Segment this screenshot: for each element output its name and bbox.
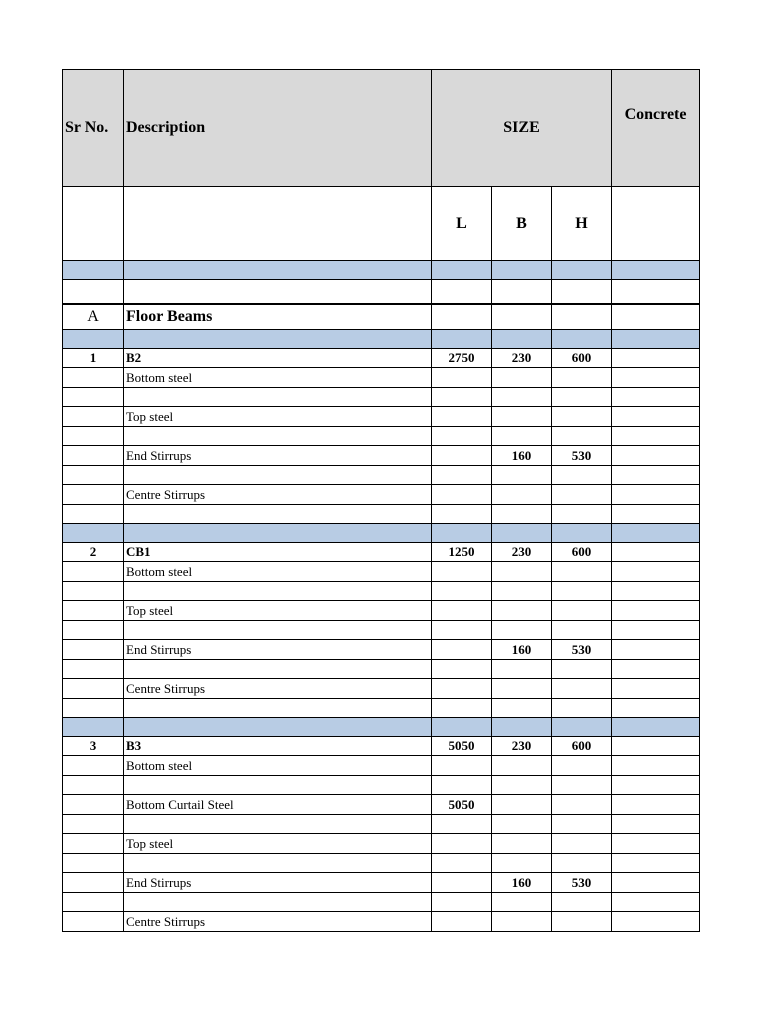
detail-height[interactable]: [552, 601, 612, 621]
spacer-row: [63, 699, 700, 718]
header-row: [63, 70, 700, 187]
band-cell[interactable]: [552, 261, 612, 280]
detail-length[interactable]: [432, 834, 492, 854]
subheader-empty-concrete[interactable]: [612, 187, 700, 261]
band-cell[interactable]: [124, 261, 432, 280]
detail-sr-no[interactable]: [63, 368, 124, 388]
detail-description[interactable]: Bottom steel: [124, 562, 432, 582]
detail-row: [63, 640, 700, 660]
spacer-row-cell[interactable]: [492, 699, 552, 718]
detail-sr-no[interactable]: [63, 873, 124, 893]
detail-concrete[interactable]: [612, 834, 700, 854]
spacer-row-cell[interactable]: [63, 699, 124, 718]
spacer-row-cell[interactable]: [492, 505, 552, 524]
detail-sr-no[interactable]: [63, 601, 124, 621]
section-cell[interactable]: [612, 304, 700, 330]
header-description[interactable]: Description: [124, 70, 432, 187]
spacer-row: [63, 815, 700, 834]
spacer-row-cell[interactable]: [612, 582, 700, 601]
blank-cell[interactable]: [612, 280, 700, 304]
detail-breadth[interactable]: [492, 795, 552, 815]
detail-concrete[interactable]: [612, 368, 700, 388]
detail-sr-no[interactable]: [63, 407, 124, 427]
item-row: [63, 737, 700, 756]
spacer-row-cell[interactable]: [124, 621, 432, 640]
spacer-row-cell[interactable]: [552, 815, 612, 834]
spacer-row-cell[interactable]: [432, 621, 492, 640]
spacer-row-cell[interactable]: [552, 699, 612, 718]
subheader-empty-desc[interactable]: [124, 187, 432, 261]
detail-concrete[interactable]: [612, 756, 700, 776]
detail-concrete[interactable]: [612, 446, 700, 466]
item-breadth[interactable]: 230: [492, 737, 552, 756]
spacer-row-cell[interactable]: [432, 815, 492, 834]
spacer-row-cell[interactable]: [63, 815, 124, 834]
spacer-row-cell[interactable]: [492, 815, 552, 834]
spacer-row-cell[interactable]: [432, 893, 492, 912]
section-cell[interactable]: [552, 304, 612, 330]
spacer-row-cell[interactable]: [432, 505, 492, 524]
spacer-row-cell[interactable]: [124, 815, 432, 834]
spacer-row-cell[interactable]: [552, 388, 612, 407]
band-row-cell[interactable]: [63, 330, 124, 349]
spacer-row-cell[interactable]: [612, 621, 700, 640]
detail-length[interactable]: [432, 407, 492, 427]
spacer-row-cell[interactable]: [63, 505, 124, 524]
band-row: [63, 261, 700, 280]
band-row-cell[interactable]: [124, 330, 432, 349]
detail-description[interactable]: Top steel: [124, 407, 432, 427]
spacer-row-cell[interactable]: [552, 621, 612, 640]
detail-description[interactable]: Bottom steel: [124, 756, 432, 776]
spacer-row: [63, 466, 700, 485]
item-sr-no[interactable]: 1: [63, 349, 124, 368]
header-b[interactable]: B: [492, 187, 552, 261]
item-row: [63, 543, 700, 562]
item-concrete[interactable]: [612, 349, 700, 368]
detail-sr-no[interactable]: [63, 912, 124, 932]
detail-row: [63, 601, 700, 621]
spacer-row-cell[interactable]: [63, 776, 124, 795]
detail-length[interactable]: [432, 601, 492, 621]
spacer-row-cell[interactable]: [124, 427, 432, 446]
spacer-row-cell[interactable]: [612, 893, 700, 912]
spacer-row-cell[interactable]: [432, 466, 492, 485]
item-sr-no[interactable]: 3: [63, 737, 124, 756]
spacer-row-cell[interactable]: [492, 893, 552, 912]
band-row-cell[interactable]: [432, 330, 492, 349]
item-sr-no[interactable]: 2: [63, 543, 124, 562]
detail-breadth[interactable]: 160: [492, 446, 552, 466]
spacer-row-cell[interactable]: [552, 776, 612, 795]
detail-row: [63, 834, 700, 854]
subheader-row: [63, 187, 700, 261]
detail-breadth[interactable]: [492, 679, 552, 699]
detail-breadth[interactable]: [492, 601, 552, 621]
spacer-row-cell[interactable]: [63, 388, 124, 407]
section-title[interactable]: Floor Beams: [124, 304, 432, 330]
spacer-row-cell[interactable]: [612, 699, 700, 718]
section-cell[interactable]: [492, 304, 552, 330]
spacer-row-cell[interactable]: [63, 660, 124, 679]
detail-row: [63, 407, 700, 427]
spacer-row-cell[interactable]: [492, 466, 552, 485]
spacer-row-cell[interactable]: [124, 505, 432, 524]
detail-description[interactable]: Centre Stirrups: [124, 485, 432, 505]
item-name[interactable]: CB1: [124, 543, 432, 562]
spacer-row-cell[interactable]: [124, 466, 432, 485]
band-row-cell[interactable]: [432, 524, 492, 543]
blank-cell[interactable]: [432, 280, 492, 304]
spacer-row-cell[interactable]: [432, 699, 492, 718]
spacer-row-cell[interactable]: [124, 388, 432, 407]
detail-row: [63, 756, 700, 776]
section-cell[interactable]: [432, 304, 492, 330]
detail-height[interactable]: [552, 834, 612, 854]
detail-description[interactable]: End Stirrups: [124, 640, 432, 660]
spacer-row: [63, 893, 700, 912]
detail-breadth[interactable]: [492, 834, 552, 854]
detail-breadth[interactable]: [492, 912, 552, 932]
spacer-row: [63, 505, 700, 524]
item-length[interactable]: 1250: [432, 543, 492, 562]
detail-height[interactable]: 530: [552, 873, 612, 893]
detail-height[interactable]: [552, 562, 612, 582]
spacer-row-cell[interactable]: [63, 854, 124, 873]
blank-cell[interactable]: [124, 280, 432, 304]
band-row-cell[interactable]: [612, 524, 700, 543]
detail-breadth[interactable]: [492, 407, 552, 427]
spacer-row-cell[interactable]: [492, 854, 552, 873]
spacer-row-cell[interactable]: [432, 660, 492, 679]
detail-height[interactable]: [552, 756, 612, 776]
detail-row: [63, 679, 700, 699]
spacer-row-cell[interactable]: [612, 660, 700, 679]
detail-sr-no[interactable]: [63, 446, 124, 466]
detail-row: [63, 368, 700, 388]
detail-description[interactable]: Centre Stirrups: [124, 912, 432, 932]
detail-description[interactable]: End Stirrups: [124, 446, 432, 466]
spacer-row-cell[interactable]: [63, 893, 124, 912]
detail-breadth[interactable]: 160: [492, 873, 552, 893]
spacer-row-cell[interactable]: [432, 582, 492, 601]
detail-concrete[interactable]: [612, 795, 700, 815]
item-name[interactable]: B3: [124, 737, 432, 756]
spacer-row-cell[interactable]: [552, 505, 612, 524]
spacer-row-cell[interactable]: [124, 893, 432, 912]
band-row-cell[interactable]: [63, 718, 124, 737]
detail-row: [63, 446, 700, 466]
item-name[interactable]: B2: [124, 349, 432, 368]
band-cell[interactable]: [492, 261, 552, 280]
band-row: [63, 718, 700, 737]
item-height[interactable]: 600: [552, 543, 612, 562]
spacer-row-cell[interactable]: [124, 854, 432, 873]
spacer-row: [63, 427, 700, 446]
table-body: [63, 70, 700, 932]
detail-concrete[interactable]: [612, 601, 700, 621]
detail-height[interactable]: [552, 679, 612, 699]
spacer-row-cell[interactable]: [63, 427, 124, 446]
band-row-cell[interactable]: [612, 718, 700, 737]
detail-length[interactable]: [432, 756, 492, 776]
item-height[interactable]: 600: [552, 737, 612, 756]
header-h[interactable]: H: [552, 187, 612, 261]
item-concrete[interactable]: [612, 737, 700, 756]
spacer-row-cell[interactable]: [63, 582, 124, 601]
detail-length[interactable]: [432, 446, 492, 466]
detail-sr-no[interactable]: [63, 640, 124, 660]
detail-concrete[interactable]: [612, 562, 700, 582]
header-l[interactable]: L: [432, 187, 492, 261]
spacer-row-cell[interactable]: [612, 854, 700, 873]
detail-concrete[interactable]: [612, 679, 700, 699]
header-size[interactable]: SIZE: [432, 70, 612, 187]
detail-description[interactable]: Centre Stirrups: [124, 679, 432, 699]
detail-sr-no[interactable]: [63, 795, 124, 815]
detail-concrete[interactable]: [612, 407, 700, 427]
spacer-row-cell[interactable]: [124, 582, 432, 601]
spacer-row-cell[interactable]: [63, 621, 124, 640]
detail-length[interactable]: [432, 873, 492, 893]
detail-height[interactable]: [552, 368, 612, 388]
spacer-row-cell[interactable]: [552, 893, 612, 912]
band-row-cell[interactable]: [612, 330, 700, 349]
detail-height[interactable]: [552, 912, 612, 932]
detail-height[interactable]: [552, 795, 612, 815]
detail-concrete[interactable]: [612, 640, 700, 660]
band-row-cell[interactable]: [432, 718, 492, 737]
blank-cell[interactable]: [63, 280, 124, 304]
detail-breadth[interactable]: [492, 368, 552, 388]
spacer-row-cell[interactable]: [552, 427, 612, 446]
spacer-row-cell[interactable]: [432, 427, 492, 446]
spacer-row-cell[interactable]: [612, 466, 700, 485]
spacer-row: [63, 660, 700, 679]
detail-height[interactable]: [552, 407, 612, 427]
spacer-row-cell[interactable]: [492, 582, 552, 601]
spacer-row-cell[interactable]: [492, 660, 552, 679]
detail-length[interactable]: [432, 562, 492, 582]
band-row: [63, 330, 700, 349]
detail-breadth[interactable]: [492, 485, 552, 505]
detail-concrete[interactable]: [612, 912, 700, 932]
blank-cell[interactable]: [492, 280, 552, 304]
spacer-row-cell[interactable]: [492, 427, 552, 446]
detail-sr-no[interactable]: [63, 834, 124, 854]
item-breadth[interactable]: 230: [492, 349, 552, 368]
band-row-cell[interactable]: [492, 330, 552, 349]
spacer-row-cell[interactable]: [492, 776, 552, 795]
band-row-cell[interactable]: [63, 524, 124, 543]
detail-row: [63, 485, 700, 505]
spacer-row-cell[interactable]: [612, 388, 700, 407]
detail-description[interactable]: Bottom Curtail Steel: [124, 795, 432, 815]
detail-breadth[interactable]: [492, 562, 552, 582]
detail-sr-no[interactable]: [63, 679, 124, 699]
detail-concrete[interactable]: [612, 873, 700, 893]
detail-row: [63, 795, 700, 815]
detail-breadth[interactable]: [492, 756, 552, 776]
detail-row: [63, 873, 700, 893]
item-height[interactable]: 600: [552, 349, 612, 368]
blank-row: [63, 280, 700, 304]
detail-length[interactable]: 5050: [432, 795, 492, 815]
header-concrete[interactable]: Concrete: [612, 70, 700, 187]
spacer-row: [63, 388, 700, 407]
spacer-row-cell[interactable]: [124, 699, 432, 718]
header-sr-no[interactable]: Sr No.: [63, 70, 124, 187]
detail-length[interactable]: [432, 640, 492, 660]
detail-row: [63, 562, 700, 582]
detail-length[interactable]: [432, 368, 492, 388]
spacer-row-cell[interactable]: [552, 854, 612, 873]
band-row-cell[interactable]: [124, 718, 432, 737]
band-cell[interactable]: [432, 261, 492, 280]
detail-height[interactable]: 530: [552, 446, 612, 466]
band-row-cell[interactable]: [552, 718, 612, 737]
band-cell[interactable]: [612, 261, 700, 280]
boq-table: [62, 69, 700, 932]
item-length[interactable]: 2750: [432, 349, 492, 368]
blank-cell[interactable]: [552, 280, 612, 304]
detail-row: [63, 912, 700, 932]
detail-sr-no[interactable]: [63, 562, 124, 582]
band-row-cell[interactable]: [492, 718, 552, 737]
item-length[interactable]: 5050: [432, 737, 492, 756]
spacer-row-cell[interactable]: [612, 776, 700, 795]
spacer-row-cell[interactable]: [124, 776, 432, 795]
detail-sr-no[interactable]: [63, 485, 124, 505]
detail-length[interactable]: [432, 912, 492, 932]
spacer-row-cell[interactable]: [432, 776, 492, 795]
detail-height[interactable]: 530: [552, 640, 612, 660]
detail-sr-no[interactable]: [63, 756, 124, 776]
item-row: [63, 349, 700, 368]
band-row-cell[interactable]: [124, 524, 432, 543]
section-row: [63, 304, 700, 330]
spacer-row-cell[interactable]: [63, 466, 124, 485]
spacer-row-cell[interactable]: [552, 466, 612, 485]
spacer-row-cell[interactable]: [552, 582, 612, 601]
item-concrete[interactable]: [612, 543, 700, 562]
spacer-row-cell[interactable]: [432, 854, 492, 873]
band-row: [63, 524, 700, 543]
detail-height[interactable]: [552, 485, 612, 505]
detail-description[interactable]: Bottom steel: [124, 368, 432, 388]
spacer-row-cell[interactable]: [492, 621, 552, 640]
spacer-row: [63, 776, 700, 795]
detail-concrete[interactable]: [612, 485, 700, 505]
detail-description[interactable]: Top steel: [124, 601, 432, 621]
spacer-row-cell[interactable]: [612, 505, 700, 524]
spacer-row-cell[interactable]: [492, 388, 552, 407]
spacer-row-cell[interactable]: [432, 388, 492, 407]
spacer-row: [63, 621, 700, 640]
detail-length[interactable]: [432, 485, 492, 505]
detail-length[interactable]: [432, 679, 492, 699]
spacer-row-cell[interactable]: [124, 660, 432, 679]
spacer-row: [63, 582, 700, 601]
detail-description[interactable]: Top steel: [124, 834, 432, 854]
section-label[interactable]: A: [63, 304, 124, 330]
band-cell[interactable]: [63, 261, 124, 280]
spacer-row-cell[interactable]: [612, 815, 700, 834]
spacer-row: [63, 854, 700, 873]
band-row-cell[interactable]: [552, 524, 612, 543]
detail-breadth[interactable]: 160: [492, 640, 552, 660]
band-row-cell[interactable]: [552, 330, 612, 349]
detail-description[interactable]: End Stirrups: [124, 873, 432, 893]
item-breadth[interactable]: 230: [492, 543, 552, 562]
subheader-empty-sr[interactable]: [63, 187, 124, 261]
band-row-cell[interactable]: [492, 524, 552, 543]
spacer-row-cell[interactable]: [612, 427, 700, 446]
spacer-row-cell[interactable]: [552, 660, 612, 679]
